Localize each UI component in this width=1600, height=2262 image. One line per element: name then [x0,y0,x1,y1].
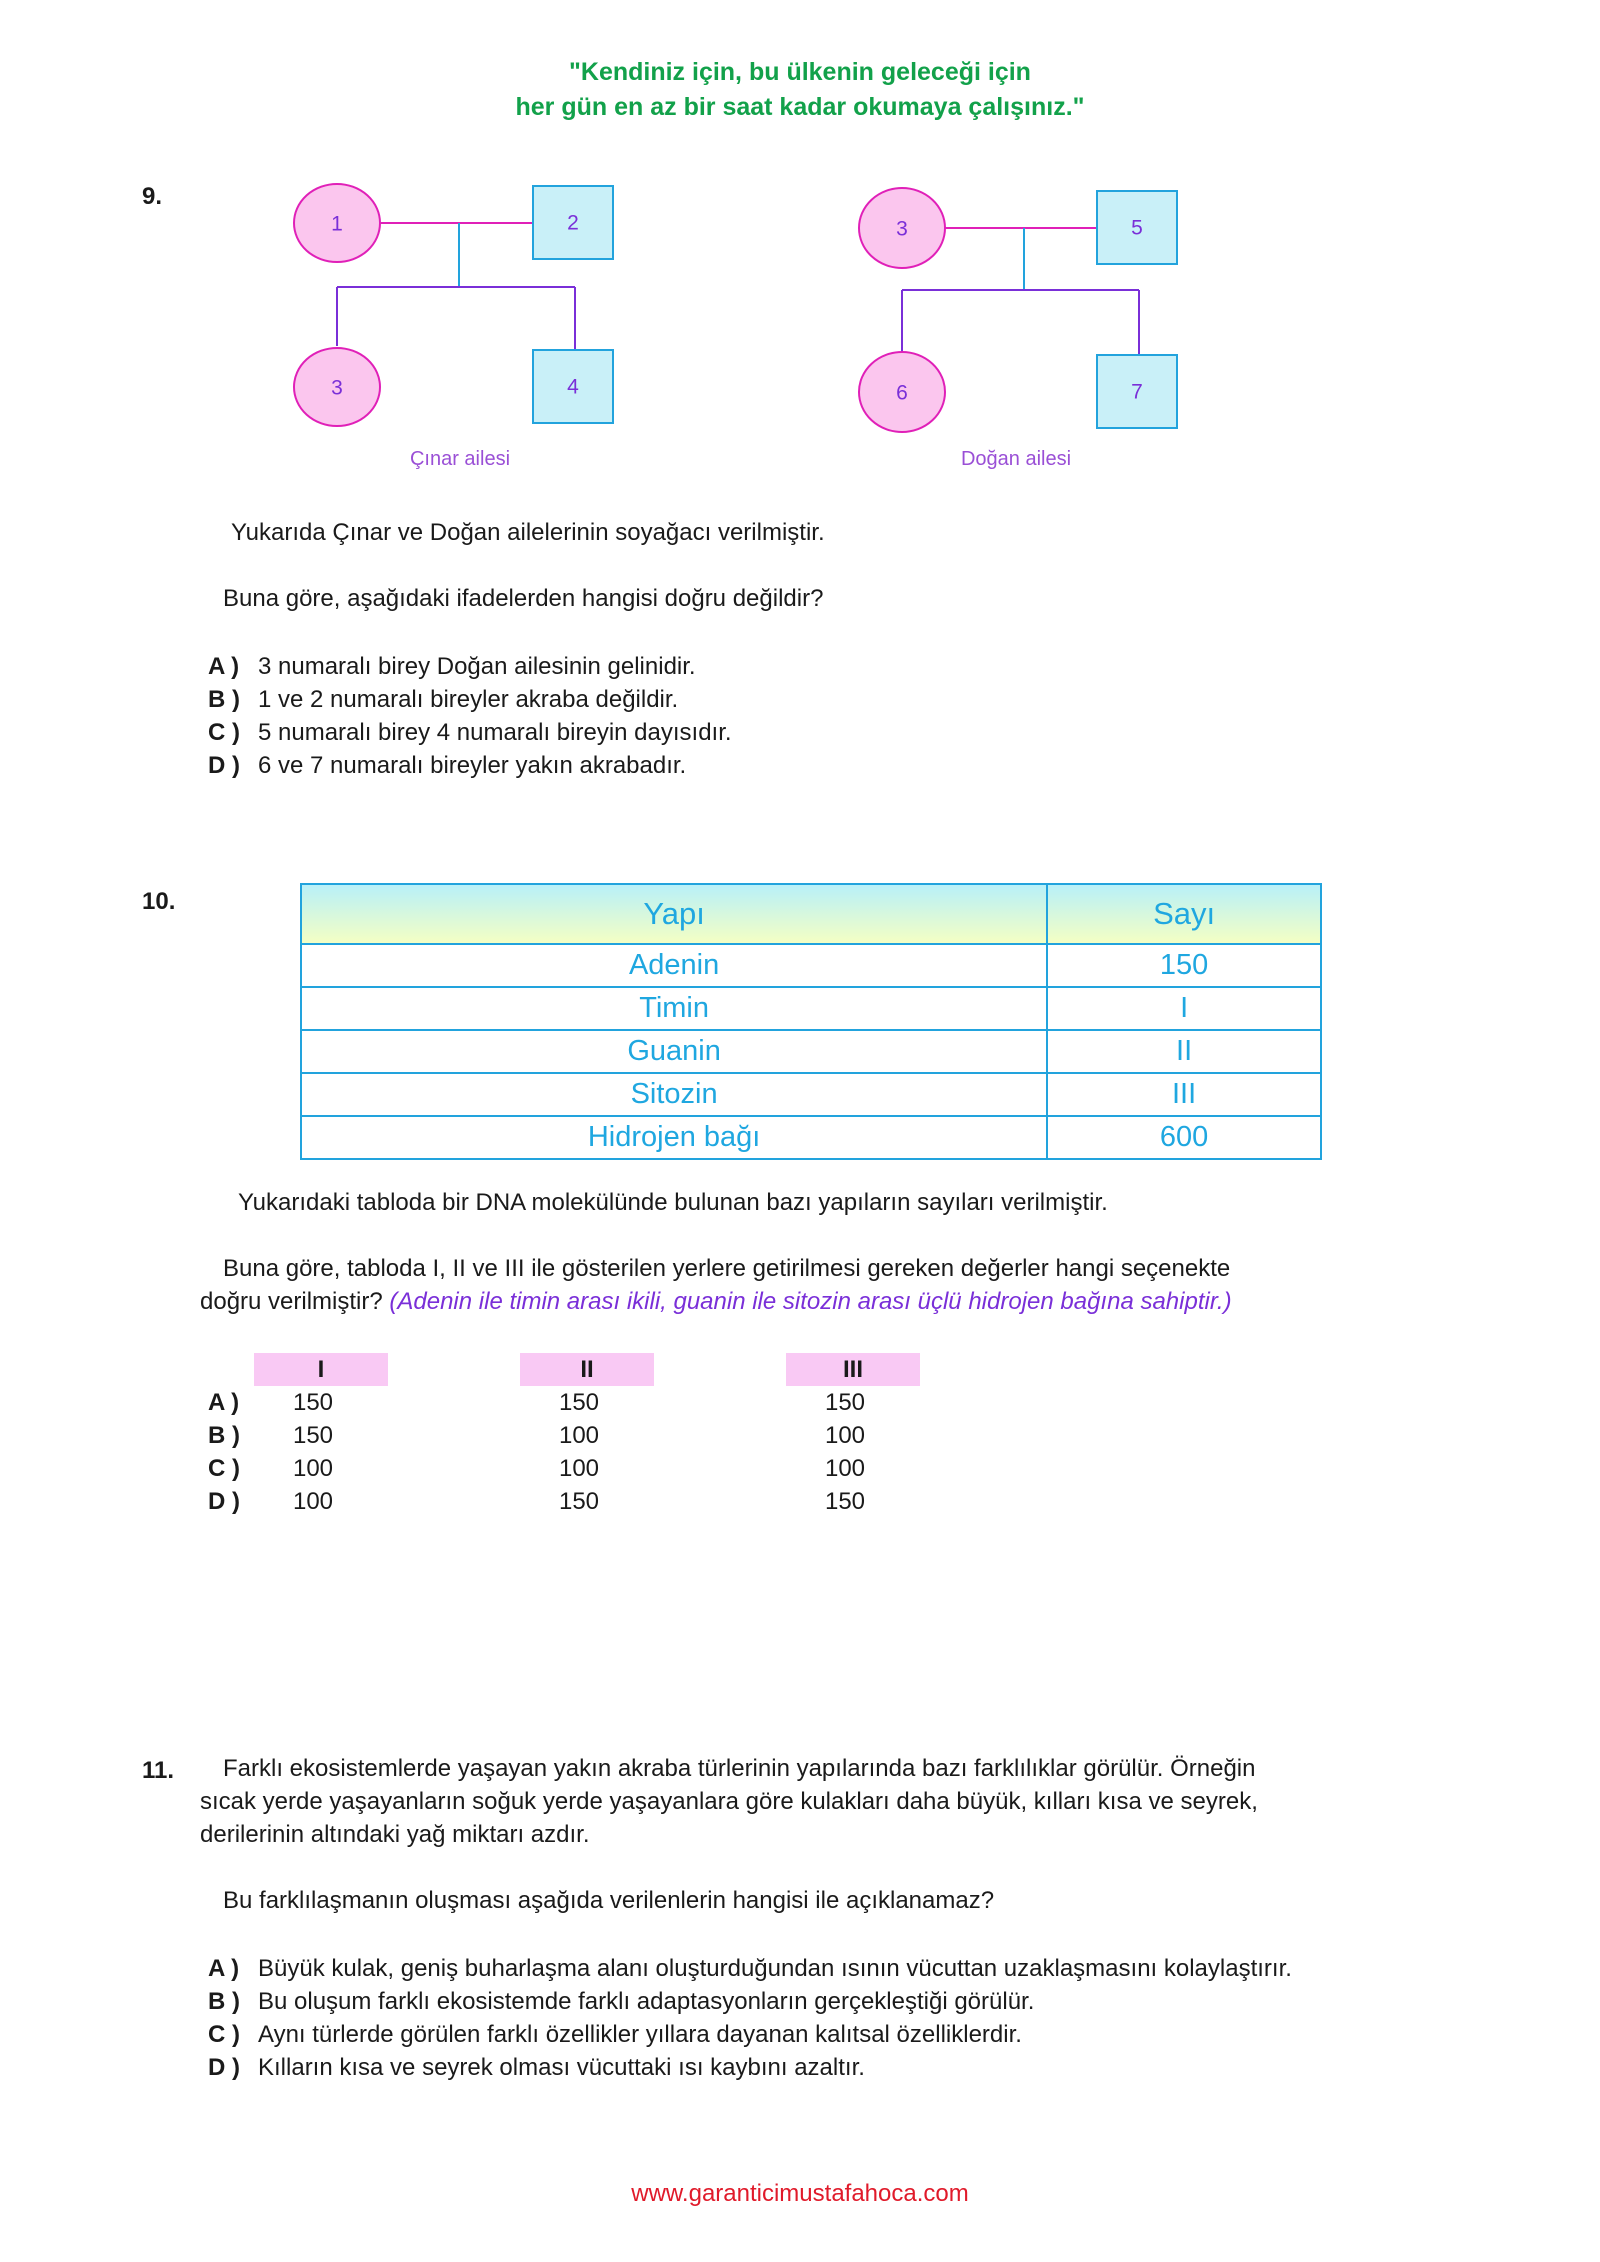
option-b: B ) Bu oluşum farklı ekosistemde farklı adaptasyonların gerçekleştiği görülür. [208,1988,1035,2015]
q11-stem-1: Farklı ekosistemlerde yaşayan yakın akraba türlerinin yapılarında bazı farklılıklar görülür. Örneğin [223,1755,1256,1782]
option-d: D ) 100 150 150 [208,1488,866,1515]
q10-options [208,1386,900,1518]
cell-count: II [1047,1030,1321,1073]
q10-question-2: doğru verilmiştir? (Adenin ile timin arası ikili, guanin ile sitozin arası üçlü hidrojen bağına sahiptir.) [200,1288,1232,1315]
answer-header-ii: II [520,1353,654,1386]
option-b: B ) 150 100 100 [208,1422,866,1449]
q10-question-1: Buna göre, tabloda I, II ve III ile gösterilen yerlere getirilmesi gereken değerler hangi seçenekte [223,1255,1231,1282]
table-row [301,1073,1321,1116]
answer-header-iii: III [786,1353,920,1386]
option-a: A ) 3 numaralı birey Doğan ailesinin gelinidir. [208,653,696,680]
table-row [301,1116,1321,1159]
table-header-row [301,884,1321,944]
option-c: C ) 100 100 100 [208,1455,866,1482]
label-3b: 3 [896,217,908,241]
table-row [301,987,1321,1030]
label-2: 2 [567,211,579,235]
q11-question: Bu farklılaşmanın oluşması aşağıda verilenlerin hangisi ile açıklanamaz? [223,1887,995,1914]
q11-stem-2: sıcak yerde yaşayanların soğuk yerde yaşayanlara göre kulakları daha büyük, kılları kısa ve seyrek, [200,1788,1258,1815]
cell-structure: Adenin [301,944,1047,987]
label-5: 5 [1131,216,1143,240]
cell-structure: Hidrojen bağı [301,1116,1047,1159]
header-yapi: Yapı [301,884,1047,944]
q10-stem: Yukarıdaki tabloda bir DNA molekülünde bulunan bazı yapıların sayıları verilmiştir. [238,1189,1108,1216]
q9-stem: Yukarıda Çınar ve Doğan ailelerinin soyağacı verilmiştir. [231,519,825,546]
footer-url[interactable]: www.garanticimustafahoca.com [631,2180,969,2207]
table-row [301,944,1321,987]
option-d: D ) 6 ve 7 numaralı bireyler yakın akrabadır. [208,752,687,779]
label-4: 4 [567,375,579,399]
question-10-number: 10. [142,888,176,915]
q11-stem-3: derilerinin altındaki yağ miktarı azdır. [200,1821,590,1848]
cell-count: 600 [1047,1116,1321,1159]
q9-options [208,650,732,782]
option-c: C ) Aynı türlerde görülen farklı özellikler yıllara dayanan kalıtsal özelliklerdir. [208,2021,1022,2048]
cell-structure: Sitozin [301,1073,1047,1116]
q11-options [208,1952,1292,2084]
cell-count: I [1047,987,1321,1030]
question-11-number: 11. [142,1757,175,1784]
label-1: 1 [331,212,343,236]
cell-structure: Guanin [301,1030,1047,1073]
option-c: C ) 5 numaralı birey 4 numaralı bireyin dayısıdır. [208,719,732,746]
label-6: 6 [896,381,908,405]
label-7: 7 [1131,380,1143,404]
q10-hint: (Adenin ile timin arası ikili, guanin ile sitozin arası üçlü hidrojen bağına sahiptir.) [389,1288,1232,1315]
caption-dogan: Doğan ailesi [960,448,1072,470]
option-d: D ) Kılların kısa ve seyrek olması vücuttaki ısı kaybını azaltır. [208,2054,865,2081]
header-sayi: Sayı [1047,884,1321,944]
answer-header-i: I [254,1353,388,1386]
option-a: A ) Büyük kulak, geniş buharlaşma alanı oluşturduğundan ısının vücuttan uzaklaşmasını kolaylaştırır. [208,1955,1292,1982]
dna-table [300,883,1322,1160]
question-9-number: 9. [142,183,163,210]
cell-count: III [1047,1073,1321,1116]
option-b: B ) 1 ve 2 numaralı bireyler akraba değildir. [208,686,679,713]
cell-structure: Timin [301,987,1047,1030]
motto-line-2: her gün en az bir saat kadar okumaya çalışınız." [515,93,1085,121]
pedigree-diagrams [0,0,1600,500]
motto-line-1: "Kendiniz için, bu ülkenin geleceği için [569,58,1031,86]
table-row [301,1030,1321,1073]
caption-cinar: Çınar ailesi [409,448,511,470]
q9-question: Buna göre, aşağıdaki ifadelerden hangisi doğru değildir? [223,585,824,612]
cell-count: 150 [1047,944,1321,987]
option-a: A ) 150 150 150 [208,1389,866,1416]
label-3: 3 [331,376,343,400]
